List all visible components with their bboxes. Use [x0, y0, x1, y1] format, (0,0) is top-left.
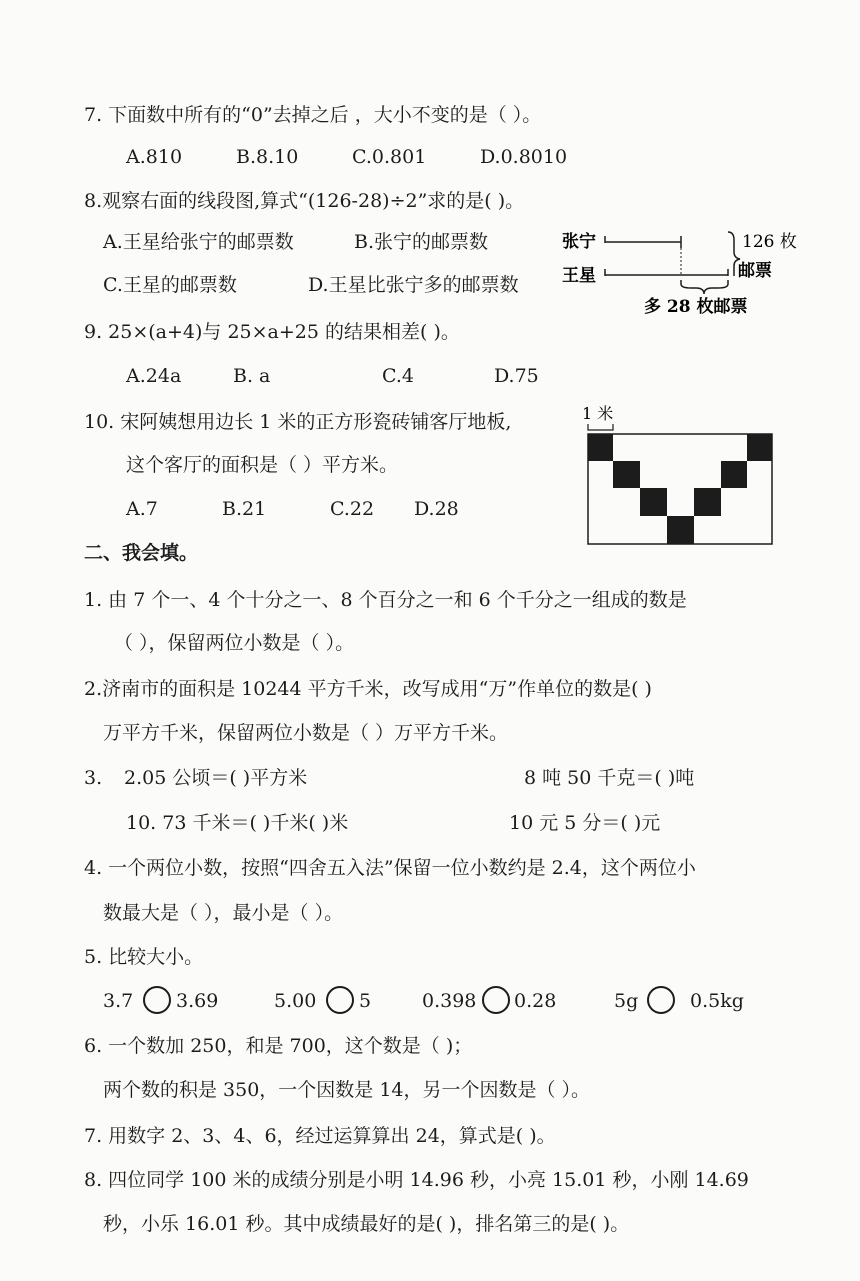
fill-q3-number: 3. [84, 767, 103, 789]
q7-option-a: A.810 [126, 146, 183, 168]
fill-q4-line-2: 数最大是（ ），最小是（ ）。 [103, 902, 344, 924]
fill-q8-line-2: 秒，小乐 16.01 秒。其中成绩最好的是( )，排名第三的是( )。 [103, 1213, 630, 1235]
fill-q1-line-2: （ ），保留两位小数是（ ）。 [114, 632, 355, 654]
q9-stem: 9. 25×(a+4)与 25×a+25 的结果相差( )。 [84, 321, 460, 343]
fill-q8-line-1: 8. 四位同学 100 米的成绩分别是小明 14.96 秒，小亮 15.01 秒，小刚 14.69 [84, 1169, 749, 1191]
compare-4-circle[interactable] [647, 986, 675, 1014]
compare-4-left: 5g [614, 990, 639, 1012]
q8-option-a: A.王星给张宁的邮票数 [103, 231, 294, 253]
diagram-total-unit: 邮票 [738, 261, 772, 281]
fill-q6-line-2: 两个数的积是 350，一个因数是 14，另一个因数是（ ）。 [103, 1079, 591, 1101]
fill-q3-b: 8 吨 50 千克＝( )吨 [524, 767, 695, 789]
q7-stem: 7. 下面数中所有的“0”去掉之后 ，大小不变的是（ ）。 [84, 104, 542, 126]
q9-option-b: B. a [233, 365, 271, 387]
q8-stem: 8.观察右面的线段图,算式“(126-28)÷2”求的是( )。 [84, 190, 525, 212]
compare-1-right: 3.69 [176, 990, 219, 1012]
q8-option-b: B.张宁的邮票数 [354, 231, 489, 253]
q10-option-c: C.22 [330, 498, 375, 520]
tile-side-label: 1 米 [582, 404, 614, 423]
fill-q1-line-1: 1. 由 7 个一、4 个十分之一、8 个百分之一和 6 个千分之一组成的数是 [84, 589, 687, 611]
section-2-heading: 二、我会填。 [84, 542, 199, 564]
fill-q3-c: 10. 73 千米＝( )千米( )米 [126, 812, 349, 834]
q9-option-a: A.24a [126, 365, 182, 387]
q10-tile-figure [582, 400, 782, 550]
fill-q6-line-1: 6. 一个数加 250，和是 700，这个数是（ )； [84, 1035, 473, 1057]
compare-3-right: 0.28 [514, 990, 557, 1012]
compare-4-right: 0.5kg [690, 990, 744, 1012]
q7-option-b: B.8.10 [236, 146, 299, 168]
fill-q5-title: 5. 比较大小。 [84, 946, 204, 968]
q10-line-1: 10. 宋阿姨想用边长 1 米的正方形瓷砖铺客厅地板, [84, 411, 512, 433]
q9-option-c: C.4 [382, 365, 414, 387]
compare-1-left: 3.7 [103, 990, 134, 1012]
q8-segment-diagram [556, 222, 806, 322]
compare-2-circle[interactable] [326, 986, 354, 1014]
fill-q3-d: 10 元 5 分＝( )元 [509, 812, 661, 834]
q10-option-b: B.21 [222, 498, 267, 520]
fill-q7-line-1: 7. 用数字 2、3、4、6，经过运算算出 24，算式是( )。 [84, 1125, 556, 1147]
q10-option-a: A.7 [126, 498, 158, 520]
diagram-label-zhangning: 张宁 [562, 232, 596, 252]
fill-q2-line-2: 万平方千米，保留两位小数是（ ）万平方千米。 [103, 722, 509, 744]
q7-option-d: D.0.8010 [480, 146, 568, 168]
fill-q3-a: 2.05 公顷＝( )平方米 [124, 767, 308, 789]
compare-2-right: 5 [359, 990, 372, 1012]
compare-3-left: 0.398 [422, 990, 477, 1012]
compare-2-left: 5.00 [274, 990, 317, 1012]
q8-option-c: C.王星的邮票数 [103, 274, 237, 296]
q10-line-2: 这个客厅的面积是（ ）平方米。 [126, 454, 399, 476]
diagram-total-number: 126 枚 [742, 232, 797, 252]
fill-q2-line-1: 2.济南市的面积是 10244 平方千米，改写成用“万”作单位的数是( ) [84, 678, 652, 700]
compare-1-circle[interactable] [143, 986, 171, 1014]
compare-3-circle[interactable] [482, 986, 510, 1014]
diagram-label-wangxing: 王星 [562, 266, 596, 286]
fill-q4-line-1: 4. 一个两位小数，按照“四舍五入法”保留一位小数约是 2.4，这个两位小 [84, 857, 696, 879]
q10-option-d: D.28 [414, 498, 459, 520]
diagram-diff-label: 多 28 枚邮票 [644, 297, 748, 317]
q7-option-c: C.0.801 [352, 146, 427, 168]
q8-option-d: D.王星比张宁多的邮票数 [308, 274, 519, 296]
q9-option-d: D.75 [494, 365, 539, 387]
